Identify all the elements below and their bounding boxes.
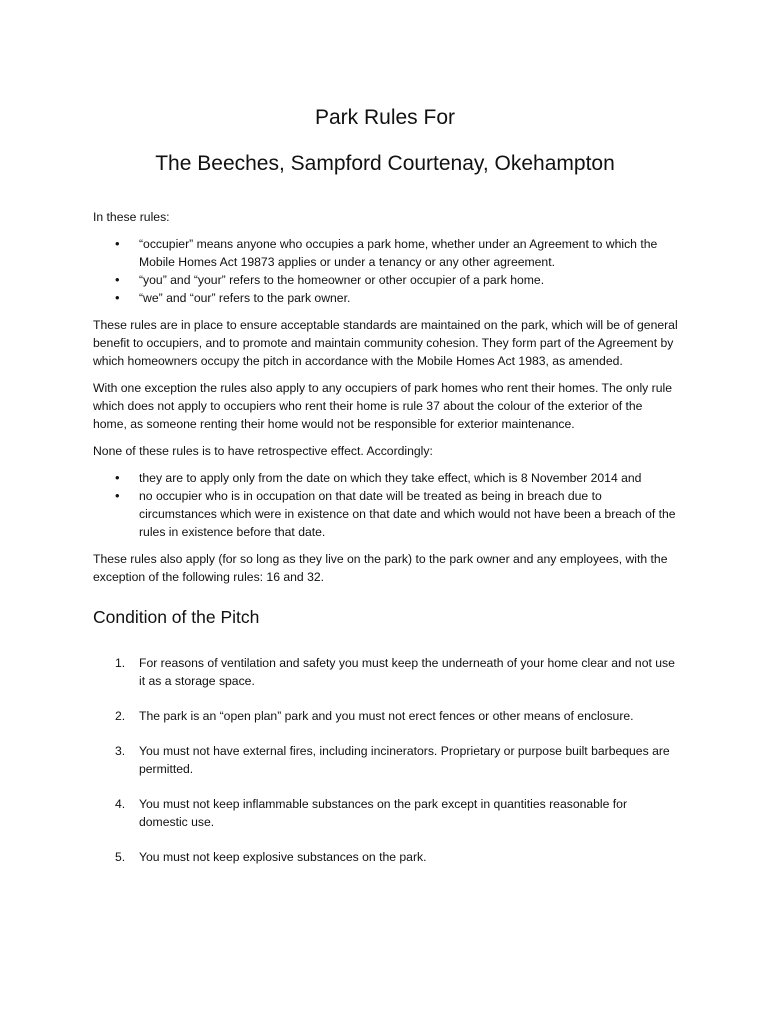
paragraph: These rules are in place to ensure acceptable standards are maintained on the park, which will be of general benefit to occupiers, and to promote and maintain community cohesion. They form part of the Agreement by which homeowners occupy the pitch in accordance with the Mobile Homes Act 1983, as amended. [93, 318, 678, 368]
condition-item: • no occupier who is in occupation on that date will be treated as being in breach due to circumstances which were in existence on that date and which would not have been a breach of the rules in existence before that date. [139, 487, 678, 541]
rule-number: 4. [115, 797, 126, 811]
rule-number: 5. [115, 850, 126, 864]
rule-number: 2. [115, 709, 126, 723]
paragraph: With one exception the rules also apply to any occupiers of park homes who rent their homes. The only rule which does not apply to occupiers who rent their home is rule 37 about the colour of the exterior of the home, as someone renting their home would not be responsible for exterior maintenance. [93, 381, 672, 431]
page-subtitle: The Beeches, Sampford Courtenay, Okehampton [155, 152, 615, 175]
paragraph: These rules also apply (for so long as they live on the park) to the park owner and any employees, with the exception of the following rules: 16 and 32. [93, 552, 668, 584]
definitions-list [93, 235, 678, 307]
definition-item: • “you” and “your” refers to the homeowner or other occupier of a park home. [139, 271, 678, 289]
rule-item [115, 654, 678, 690]
rule-text: You must not keep explosive substances on the park. [139, 850, 427, 864]
document-body [93, 208, 678, 883]
section-heading: Condition of the Pitch [93, 607, 260, 627]
rule-number: 3. [115, 744, 126, 758]
page-title: Park Rules For [314, 106, 456, 129]
definition-item: • “we” and “our” refers to the park owner. [139, 289, 678, 307]
rule-text: You must not keep inflammable substances on the park except in quantities reasonable for domestic use. [139, 797, 628, 829]
conditions-list [93, 469, 678, 541]
intro-lead: In these rules: [93, 210, 170, 224]
condition-item: • they are to apply only from the date on which they take effect, which is 8 November 2014 and [139, 469, 678, 487]
rule-item [115, 848, 678, 866]
rule-text: The park is an “open plan” park and you must not erect fences or other means of enclosure. [139, 709, 634, 723]
rules-list [93, 654, 678, 866]
paragraph: None of these rules is to have retrospective effect. Accordingly: [93, 444, 433, 458]
rule-number: 1. [115, 656, 126, 670]
rule-item [115, 707, 678, 725]
rule-item [115, 795, 678, 831]
rule-item [115, 742, 678, 778]
rule-text: For reasons of ventilation and safety you must keep the underneath of your home clear and not use it as a storage space. [139, 656, 675, 688]
rule-text: You must not have external fires, including incinerators. Proprietary or purpose built barbeques are permitted. [139, 744, 670, 776]
definition-item: • “occupier” means anyone who occupies a park home, whether under an Agreement to which the Mobile Homes Act 19873 applies or under a tenancy or any other agreement. [139, 235, 678, 271]
